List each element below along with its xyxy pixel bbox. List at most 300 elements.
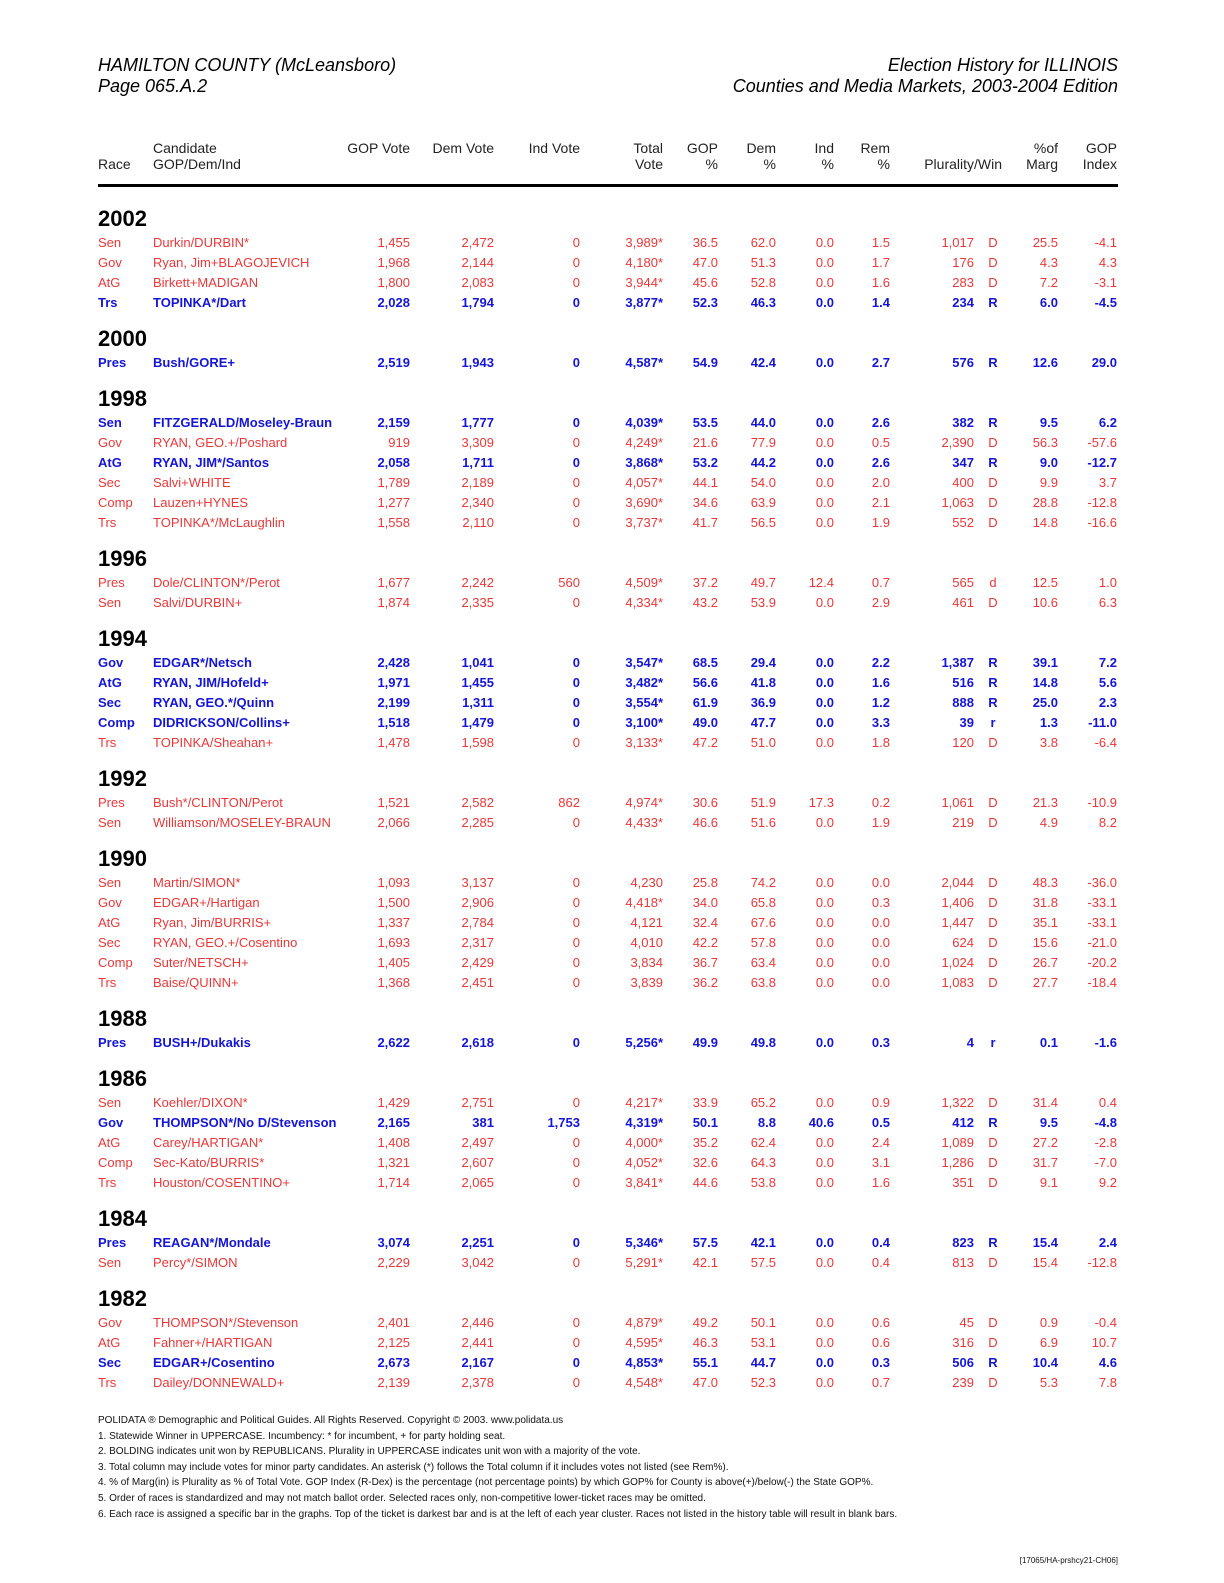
dem-pct-cell: 49.7 (750, 575, 776, 590)
candidate-cell: RYAN, GEO.+/Cosentino (153, 935, 298, 950)
total-vote-cell: 4,879* (625, 1315, 663, 1330)
pct-margin-cell: 10.4 (1032, 1355, 1058, 1370)
table-row (98, 353, 1118, 373)
race-cell: Trs (98, 1175, 117, 1190)
footnote-2: 2. BOLDING indicates unit won by REPUBLICANS. Plurality in UPPERCASE indicates unit won with a majority of the vote. (98, 1446, 641, 1458)
winner-cell: D (988, 495, 998, 510)
rem-pct-cell: 2.4 (871, 1135, 890, 1150)
document-code: [17065/HA-prshcy21-CH06] (1019, 1556, 1118, 1565)
ind-pct-cell: 0.0 (815, 475, 834, 490)
plurality-cell: 823 (952, 1235, 974, 1250)
gop-index-cell: -1.6 (1094, 1035, 1117, 1050)
gop-vote-cell: 1,677 (377, 575, 410, 590)
table-row (98, 593, 1118, 613)
gop-index-cell: -12.7 (1087, 455, 1117, 470)
race-cell: Pres (98, 1235, 127, 1250)
table-row (98, 873, 1118, 893)
year-heading (98, 613, 1118, 653)
dem-vote-cell: 2,618 (461, 1035, 494, 1050)
candidate-cell: THOMPSON*/Stevenson (153, 1315, 299, 1330)
rem-pct-cell: 3.1 (871, 1155, 890, 1170)
winner-cell: D (988, 1175, 998, 1190)
dem-pct-cell: 29.4 (750, 655, 776, 670)
race-cell: Gov (98, 655, 124, 670)
rem-pct-cell: 0.0 (871, 955, 890, 970)
gop-index-cell: 7.2 (1098, 655, 1117, 670)
dem-pct-cell: 36.9 (750, 695, 776, 710)
winner-cell: R (988, 655, 998, 670)
total-vote-cell: 4,000* (625, 1135, 663, 1150)
gop-index-cell: -12.8 (1087, 1255, 1117, 1270)
rem-pct-cell: 1.6 (871, 275, 890, 290)
ind-vote-cell: 0 (572, 935, 580, 950)
candidate-cell: Martin/SIMON* (153, 875, 241, 890)
winner-cell: R (988, 675, 998, 690)
race-cell: Sec (98, 935, 121, 950)
plurality-cell: 2,390 (941, 435, 974, 450)
year-heading (98, 313, 1118, 353)
dem-pct-cell: 51.0 (750, 735, 776, 750)
race-cell: Trs (98, 515, 117, 530)
candidate-cell: TOPINKA/Sheahan+ (153, 735, 274, 750)
ind-pct-cell: 0.0 (815, 1235, 834, 1250)
total-vote-cell: 3,877* (625, 295, 663, 310)
ind-pct-cell: 0.0 (815, 715, 834, 730)
total-vote-cell: 4,010 (630, 935, 663, 950)
winner-cell: D (988, 1375, 998, 1390)
rem-pct-cell: 0.0 (871, 915, 890, 930)
gop-index-cell: 2.4 (1098, 1235, 1117, 1250)
pct-margin-cell: 31.8 (1032, 895, 1058, 910)
rem-pct-cell: 0.3 (871, 895, 890, 910)
total-vote-cell: 4,433* (625, 815, 663, 830)
ind-pct-cell: 0.0 (815, 875, 834, 890)
year-label: 1988 (98, 1006, 147, 1031)
header-ind-pct (782, 140, 834, 172)
gop-index-cell: 5.6 (1098, 675, 1117, 690)
total-vote-cell: 4,587* (625, 355, 663, 370)
gop-vote-cell: 2,058 (377, 455, 410, 470)
gop-index-cell: -7.0 (1094, 1155, 1117, 1170)
gop-index-cell: -12.8 (1087, 495, 1117, 510)
gop-index-cell: -36.0 (1087, 875, 1117, 890)
header-gop-index-line2: Index (1082, 156, 1117, 172)
year-label: 1990 (98, 846, 147, 871)
pct-margin-cell: 14.8 (1032, 675, 1058, 690)
year-label: 2002 (98, 206, 147, 231)
race-cell: Pres (98, 575, 125, 590)
race-cell: Sec (98, 475, 121, 490)
header-gop-pct-line1: GOP (686, 140, 718, 156)
race-cell: Trs (98, 1375, 117, 1390)
table-row (98, 713, 1118, 733)
plurality-cell: 234 (952, 295, 974, 310)
rem-pct-cell: 1.8 (871, 735, 890, 750)
gop-vote-cell: 1,405 (377, 955, 410, 970)
dem-vote-cell: 2,429 (461, 955, 494, 970)
candidate-cell: DIDRICKSON/Collins+ (153, 715, 290, 730)
ind-vote-cell: 0 (572, 875, 580, 890)
plurality-cell: 1,387 (941, 655, 974, 670)
table-row (98, 1113, 1118, 1133)
dem-vote-cell: 2,784 (461, 915, 494, 930)
table-row (98, 1253, 1118, 1273)
total-vote-cell: 4,319* (625, 1115, 663, 1130)
rem-pct-cell: 2.0 (871, 475, 890, 490)
gop-vote-cell: 1,408 (377, 1135, 410, 1150)
ind-vote-cell: 0 (572, 895, 580, 910)
ind-pct-cell: 0.0 (815, 515, 834, 530)
ind-vote-cell: 0 (572, 815, 580, 830)
candidate-cell: EDGAR+/Cosentino (153, 1355, 275, 1370)
pct-margin-cell: 6.9 (1039, 1335, 1058, 1350)
dem-vote-cell: 2,582 (461, 795, 494, 810)
dem-pct-cell: 63.8 (750, 975, 776, 990)
rem-pct-cell: 2.7 (871, 355, 890, 370)
gop-pct-cell: 47.0 (692, 255, 718, 270)
plurality-cell: 219 (952, 815, 974, 830)
table-row (98, 453, 1118, 473)
table-row (98, 653, 1118, 673)
plurality-cell: 120 (952, 735, 974, 750)
dem-pct-cell: 53.8 (750, 1175, 776, 1190)
dem-pct-cell: 42.4 (750, 355, 776, 370)
winner-cell: D (988, 935, 998, 950)
dem-vote-cell: 3,137 (461, 875, 494, 890)
year-label: 1998 (98, 386, 147, 411)
dem-pct-cell: 51.9 (750, 795, 776, 810)
rem-pct-cell: 1.2 (871, 695, 890, 710)
ind-vote-cell: 1,753 (547, 1115, 580, 1130)
gop-vote-cell: 1,874 (377, 595, 410, 610)
dem-vote-cell: 2,441 (461, 1335, 494, 1350)
total-vote-cell: 3,737* (625, 515, 663, 530)
dem-pct-cell: 51.3 (750, 255, 776, 270)
ind-pct-cell: 0.0 (815, 595, 834, 610)
dem-vote-cell: 381 (472, 1115, 494, 1130)
gop-index-cell: -57.6 (1087, 435, 1117, 450)
race-cell: Trs (98, 975, 117, 990)
footnote-6: 6. Each race is assigned a specific bar in the graphs. Top of the ticket is darkest bar and is at the left of each year cluster. Races not listed in the history table will result in blank bars. (98, 1508, 898, 1520)
dem-pct-cell: 47.7 (750, 715, 776, 730)
ind-vote-cell: 0 (572, 1315, 580, 1330)
ind-vote-cell: 0 (572, 415, 580, 430)
dem-pct-cell: 53.9 (750, 595, 776, 610)
race-cell: Gov (98, 895, 122, 910)
header-candidate-line1: Candidate (153, 140, 217, 156)
year-label: 1986 (98, 1066, 147, 1091)
gop-pct-cell: 46.3 (692, 1335, 718, 1350)
rem-pct-cell: 0.5 (871, 435, 890, 450)
ind-pct-cell: 0.0 (815, 255, 834, 270)
candidate-cell: Salvi+WHITE (153, 475, 231, 490)
table-row (98, 253, 1118, 273)
ind-vote-cell: 0 (572, 1135, 580, 1150)
rem-pct-cell: 1.7 (871, 255, 890, 270)
gop-index-cell: -2.8 (1094, 1135, 1117, 1150)
header-gop-index (1063, 140, 1117, 172)
gop-index-cell: -3.1 (1094, 275, 1117, 290)
dem-vote-cell: 2,607 (461, 1155, 494, 1170)
dem-vote-cell: 3,042 (461, 1255, 494, 1270)
ind-pct-cell: 17.3 (808, 795, 834, 810)
candidate-cell: Salvi/DURBIN+ (153, 595, 243, 610)
header-ind-vote: Ind Vote (528, 140, 580, 156)
pct-margin-cell: 28.8 (1032, 495, 1058, 510)
winner-cell: D (988, 895, 998, 910)
gop-pct-cell: 36.2 (692, 975, 718, 990)
race-cell: Comp (98, 955, 133, 970)
plurality-cell: 1,063 (941, 495, 974, 510)
page-number: Page 065.A.2 (98, 76, 208, 96)
total-vote-cell: 4,509* (625, 575, 663, 590)
gop-index-cell: -21.0 (1087, 935, 1117, 950)
dem-pct-cell: 57.5 (750, 1255, 776, 1270)
candidate-cell: Ryan, Jim+BLAGOJEVICH (153, 255, 310, 270)
dem-vote-cell: 1,943 (461, 355, 494, 370)
gop-pct-cell: 21.6 (692, 435, 718, 450)
plurality-cell: 1,089 (941, 1135, 974, 1150)
plurality-cell: 624 (952, 935, 974, 950)
gop-vote-cell: 2,428 (377, 655, 410, 670)
table-row (98, 1353, 1118, 1373)
candidate-cell: RYAN, GEO.*/Quinn (153, 695, 275, 710)
dem-pct-cell: 44.7 (750, 1355, 776, 1370)
column-headers (98, 140, 1118, 176)
gop-vote-cell: 919 (388, 435, 410, 450)
page-header-left (98, 55, 396, 97)
table-row (98, 493, 1118, 513)
table-row (98, 273, 1118, 293)
rem-pct-cell: 0.4 (871, 1255, 890, 1270)
pct-margin-cell: 15.6 (1032, 935, 1058, 950)
gop-index-cell: 29.0 (1091, 355, 1117, 370)
total-vote-cell: 3,100* (625, 715, 663, 730)
race-cell: Pres (98, 1035, 127, 1050)
candidate-cell: Fahner+/HARTIGAN (153, 1335, 273, 1350)
total-vote-cell: 4,230 (630, 875, 663, 890)
ind-pct-cell: 0.0 (815, 235, 834, 250)
rem-pct-cell: 1.6 (871, 675, 890, 690)
pct-margin-cell: 14.8 (1032, 515, 1058, 530)
winner-cell: D (988, 235, 998, 250)
table-row (98, 793, 1118, 813)
race-cell: AtG (98, 1135, 121, 1150)
total-vote-cell: 3,989* (625, 235, 663, 250)
ind-vote-cell: 0 (572, 275, 580, 290)
plurality-cell: 176 (952, 255, 974, 270)
pct-margin-cell: 4.9 (1039, 815, 1058, 830)
winner-cell: D (988, 1135, 998, 1150)
pct-margin-cell: 39.1 (1032, 655, 1058, 670)
gop-pct-cell: 52.3 (692, 295, 718, 310)
table-row (98, 1033, 1118, 1053)
race-cell: Comp (98, 715, 135, 730)
pct-margin-cell: 25.0 (1032, 695, 1058, 710)
candidate-cell: Suter/NETSCH+ (153, 955, 249, 970)
gop-pct-cell: 25.8 (692, 875, 718, 890)
rem-pct-cell: 1.4 (871, 295, 890, 310)
ind-pct-cell: 12.4 (808, 575, 834, 590)
rem-pct-cell: 2.9 (871, 595, 890, 610)
pct-margin-cell: 1.3 (1039, 715, 1058, 730)
race-cell: Trs (98, 735, 117, 750)
candidate-cell: Ryan, Jim/BURRIS+ (153, 915, 272, 930)
candidate-cell: EDGAR*/Netsch (153, 655, 252, 670)
header-gop-index-line1: GOP (1085, 140, 1117, 156)
gop-pct-cell: 32.6 (692, 1155, 718, 1170)
plurality-cell: 4 (966, 1035, 974, 1050)
pct-margin-cell: 9.1 (1039, 1175, 1058, 1190)
gop-pct-cell: 46.6 (692, 815, 718, 830)
ind-vote-cell: 0 (572, 515, 580, 530)
footnote-4: 4. % of Marg(in) is Plurality as % of Total Vote. GOP Index (R-Dex) is the percentage (not percentage points) by which GOP% for County is above(+)/below(-) the State GOP%. (98, 1477, 874, 1489)
winner-cell: D (988, 795, 998, 810)
candidate-cell: Durkin/DURBIN* (153, 235, 250, 250)
total-vote-cell: 3,839 (630, 975, 663, 990)
gop-index-cell: 3.7 (1098, 475, 1117, 490)
table-row (98, 413, 1118, 433)
total-vote-cell: 3,554* (625, 695, 663, 710)
pct-margin-cell: 48.3 (1032, 875, 1058, 890)
table-row (98, 573, 1118, 593)
total-vote-cell: 4,974* (625, 795, 663, 810)
dem-vote-cell: 2,167 (461, 1355, 494, 1370)
dem-pct-cell: 44.0 (750, 415, 776, 430)
rem-pct-cell: 1.6 (871, 1175, 890, 1190)
rem-pct-cell: 0.3 (871, 1355, 890, 1370)
gop-vote-cell: 1,500 (377, 895, 410, 910)
plurality-cell: 283 (952, 275, 974, 290)
gop-index-cell: 2.3 (1098, 695, 1117, 710)
ind-pct-cell: 0.0 (815, 1175, 834, 1190)
plurality-cell: 316 (952, 1335, 974, 1350)
dem-pct-cell: 65.2 (750, 1095, 776, 1110)
gop-vote-cell: 3,074 (377, 1235, 410, 1250)
dem-vote-cell: 2,285 (461, 815, 494, 830)
winner-cell: D (988, 815, 998, 830)
pct-margin-cell: 15.4 (1032, 1255, 1058, 1270)
ind-pct-cell: 0.0 (815, 1315, 834, 1330)
gop-vote-cell: 2,229 (377, 1255, 410, 1270)
dem-vote-cell: 2,751 (461, 1095, 494, 1110)
pct-margin-cell: 0.9 (1039, 1315, 1058, 1330)
pct-margin-cell: 27.7 (1032, 975, 1058, 990)
race-cell: Sen (98, 595, 122, 610)
winner-cell: D (988, 435, 998, 450)
race-cell: Sen (98, 815, 122, 830)
rem-pct-cell: 1.9 (871, 815, 890, 830)
plurality-cell: 1,322 (941, 1095, 974, 1110)
candidate-cell: Birkett+MADIGAN (153, 275, 259, 290)
total-vote-cell: 4,121 (630, 915, 663, 930)
winner-cell: R (988, 1115, 998, 1130)
table-row (98, 813, 1118, 833)
gop-vote-cell: 1,968 (377, 255, 410, 270)
year-heading (98, 1193, 1118, 1233)
race-cell: AtG (98, 275, 121, 290)
gop-pct-cell: 49.9 (692, 1035, 718, 1050)
winner-cell: D (988, 975, 998, 990)
gop-pct-cell: 36.5 (692, 235, 718, 250)
ind-vote-cell: 0 (572, 1235, 580, 1250)
plurality-cell: 2,044 (941, 875, 974, 890)
winner-cell: D (988, 915, 998, 930)
winner-cell: R (988, 1235, 998, 1250)
dem-vote-cell: 2,242 (461, 575, 494, 590)
gop-pct-cell: 49.0 (692, 715, 718, 730)
rem-pct-cell: 0.0 (871, 975, 890, 990)
gop-index-cell: -6.4 (1094, 735, 1117, 750)
dem-vote-cell: 1,598 (461, 735, 494, 750)
winner-cell: R (988, 295, 998, 310)
gop-index-cell: 0.4 (1098, 1095, 1117, 1110)
header-pct-margin (1003, 140, 1058, 172)
gop-index-cell: -33.1 (1087, 895, 1117, 910)
race-cell: Trs (98, 295, 118, 310)
gop-pct-cell: 36.7 (692, 955, 718, 970)
race-cell: Pres (98, 355, 127, 370)
winner-cell: D (988, 735, 998, 750)
dem-vote-cell: 2,189 (461, 475, 494, 490)
ind-vote-cell: 0 (572, 1175, 580, 1190)
rem-pct-cell: 0.7 (871, 575, 890, 590)
gop-pct-cell: 55.1 (692, 1355, 718, 1370)
table-row (98, 1173, 1118, 1193)
race-cell: Comp (98, 1155, 133, 1170)
year-label: 1994 (98, 626, 147, 651)
year-label: 1996 (98, 546, 147, 571)
pct-margin-cell: 10.6 (1032, 595, 1058, 610)
winner-cell: D (988, 275, 998, 290)
winner-cell: r (990, 715, 996, 730)
dem-vote-cell: 2,497 (461, 1135, 494, 1150)
total-vote-cell: 3,841* (625, 1175, 663, 1190)
header-gop-pct-line2: % (705, 156, 718, 172)
candidate-cell: TOPINKA*/McLaughlin (153, 515, 285, 530)
table-row (98, 473, 1118, 493)
race-cell: Sec (98, 695, 122, 710)
race-cell: Sec (98, 1355, 122, 1370)
header-dem-pct-line2: % (763, 156, 776, 172)
ind-pct-cell: 0.0 (815, 415, 834, 430)
dem-pct-cell: 52.3 (750, 1375, 776, 1390)
header-pct-margin-line1: %of (1033, 140, 1058, 156)
ind-pct-cell: 0.0 (815, 815, 834, 830)
plurality-cell: 461 (952, 595, 974, 610)
total-vote-cell: 5,291* (625, 1255, 663, 1270)
dem-vote-cell: 2,446 (461, 1315, 494, 1330)
candidate-cell: Sec-Kato/BURRIS* (153, 1155, 265, 1170)
gop-pct-cell: 61.9 (692, 695, 718, 710)
pct-margin-cell: 12.5 (1032, 575, 1058, 590)
table-row (98, 1093, 1118, 1113)
rem-pct-cell: 2.1 (871, 495, 890, 510)
gop-pct-cell: 53.2 (692, 455, 718, 470)
header-candidate-line2: GOP/Dem/Ind (153, 156, 241, 172)
footnotes (98, 1413, 1118, 1522)
rem-pct-cell: 0.6 (871, 1315, 890, 1330)
gop-pct-cell: 34.0 (692, 895, 718, 910)
header-rem-pct (840, 140, 890, 172)
dem-pct-cell: 77.9 (750, 435, 776, 450)
winner-cell: D (988, 1335, 998, 1350)
gop-index-cell: 6.2 (1098, 415, 1117, 430)
gop-vote-cell: 2,028 (377, 295, 410, 310)
winner-cell: D (988, 475, 998, 490)
header-divider (98, 184, 1118, 187)
gop-vote-cell: 1,714 (377, 1175, 410, 1190)
